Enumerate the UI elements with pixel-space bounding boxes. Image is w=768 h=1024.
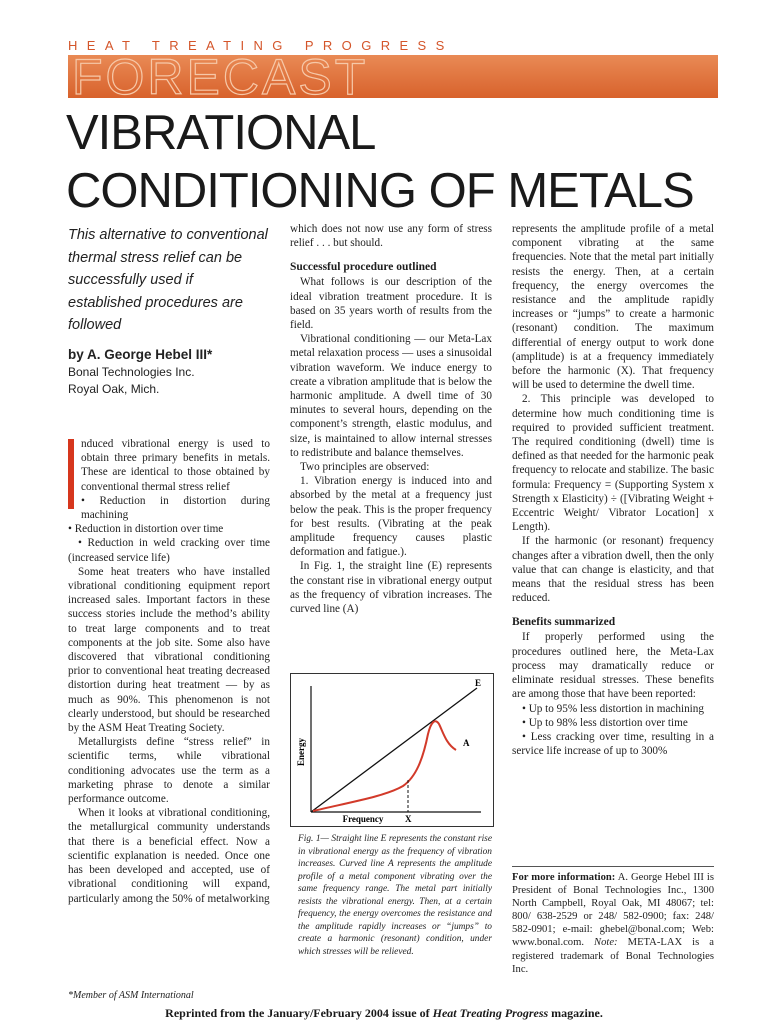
reprint-suffix: magazine.: [548, 1006, 603, 1020]
col1-paragraph-1: nduced vibrational energy is used to obtain three primary benefits in metals. These are identical to those obtained by conventional thermal stress relief: [81, 438, 270, 493]
col1-bullet-2: • Reduction in distortion over time: [68, 523, 224, 536]
location: Royal Oak, Mich.: [68, 382, 160, 396]
col1-bullet-3: • Reduction in weld cracking over time (increased service life): [68, 537, 270, 564]
col3-bullet-1: • Up to 95% less distortion in machining: [522, 702, 704, 715]
reprint-magazine: Heat Treating Progress: [432, 1006, 549, 1020]
col1-paragraph-4: When it looks at vibrational conditioning, the metallurgical community understands that there is a beneficial effect. Now a scientific explanation is needed. Once one has been developed and accepted, use of vibrational conditioning will expand, particularly among the 50% of metalworking: [68, 807, 270, 905]
col3-paragraph-4: If properly performed using the procedures outlined here, the Meta-Lax process may dramatically reduce or eliminate residual stresses. These benefits are among those that have been reported:: [512, 631, 714, 701]
label-e: E: [474, 678, 481, 688]
info-divider: [512, 866, 714, 867]
headline-line-1: VIBRATIONAL: [66, 106, 376, 160]
label-x: X: [405, 814, 412, 824]
headline: [66, 104, 694, 220]
column-1: [68, 437, 270, 906]
author: by A. George Hebel III*: [68, 347, 213, 362]
x-axis-label: Frequency: [342, 814, 384, 824]
label-a: A: [463, 738, 470, 748]
deck: This alternative to conventional thermal stress relief can be successfully used if established procedures are followed: [68, 227, 268, 333]
curve-a: [313, 721, 456, 811]
line-e: [311, 688, 477, 812]
column-3: [512, 222, 714, 758]
col1-paragraph-2: Some heat treaters who have installed vibrational conditioning equipment report increased sales. Important factors in these success stories include the method’s ability to treat large components and to treat components at the job site. Some also have discovered that vibrational conditioning prior to conventional heat treating decreased distortion during heat treatment — by as much as 90%. This phenomenon is not clearly understood, but should be researched by the ASM Heat Treating Society.: [68, 565, 270, 735]
figure-1-chart: [290, 673, 494, 827]
col2-paragraph-1: What follows is our description of the ideal vibration treatment procedure. It is based on 35 years worth of results from the field.: [290, 276, 492, 332]
col2-paragraph-0: which does not now use any form of stress relief . . . but should.: [290, 223, 492, 250]
col1-bullet-1: • Reduction in distortion during machining: [81, 494, 270, 522]
figure-1-svg: [291, 674, 493, 826]
col3-bullet-2: • Up to 98% less distortion over time: [522, 716, 688, 729]
col2-paragraph-5: In Fig. 1, the straight line (E) represents the constant rise in vibrational energy output as the frequency of vibration increases. The curved line (A): [290, 560, 492, 616]
drop-cap: [68, 439, 74, 509]
footnote: *Member of ASM International: [68, 990, 194, 1001]
note-label: Note:: [594, 937, 618, 949]
contact-info: [512, 871, 714, 976]
subhead-procedure: Successful procedure outlined: [290, 261, 437, 274]
column-2: [290, 222, 492, 616]
headline-line-2: CONDITIONING OF METALS: [66, 164, 694, 218]
section-banner: [68, 55, 718, 98]
company: Bonal Technologies Inc.: [68, 365, 195, 379]
col3-bullet-3: • Less cracking over time, resulting in a service life increase of up to 300%: [512, 730, 714, 758]
section-title: FORECAST: [72, 55, 369, 98]
reprint-line: [0, 1006, 768, 1021]
figure-caption: Fig. 1— Straight line E represents the constant rise in vibrational energy as the frequency of vibration increases. Curved line A represents the amplitude profile of a metal component vibrating over the same frequency range. The metal part initially resists the vibrational energy. Then, at a certain frequency, the energy overcomes the resistance and the amplitude rapidly increases or “jumps” to create a harmonic (resonant) condition, under which stresses will be relieved.: [298, 834, 492, 957]
info-text: A. George Hebel III is President of Bonal Technologies Inc., 1300 North Campbell, Royal Oak, MI 48067; tel: 800/ 638-2529 or 248/ 582-0900; fax: 248/ 582-0901; e-mail: ghebel@bonal.com; Web: www.bonal.com.: [512, 872, 714, 949]
info-label: For more information:: [512, 872, 616, 883]
reprint-prefix: Reprinted from the January/February 2004 issue of: [165, 1006, 433, 1020]
byline: [68, 346, 278, 398]
col1-paragraph-3: Metallurgists define “stress relief” in scientific terms, while vibrational conditioning advocates use the term as a marketing phrase to denote a similar performance outcome.: [68, 736, 270, 806]
subhead-benefits: Benefits summarized: [512, 616, 616, 629]
col2-paragraph-2: Vibrational conditioning — our Meta-Lax metal relaxation process — uses a sinusoidal vibration waveform. We induce energy to create a vibration amplitude that is below the harmonic amplitude. A dwell time of 30 minutes to several hours, depending on the component’s strength, elastic modulus, and size, is maintained to allow internal stresses to redistribute and balance themselves.: [290, 333, 492, 459]
col2-paragraph-3: Two principles are observed:: [300, 461, 430, 474]
note-text: META-LAX is a registered trademark of Bonal Technologies Inc.: [512, 937, 714, 975]
col3-paragraph-2: 2. This principle was developed to determine how much conditioning time is required to provided sufficient treatment. The required conditioning (dwell) time is defined as that needed for the harmonic peak frequency to relocate and stabilize. The basic formula: Frequency = (Supporting System x Strength x Elasticity) ÷ ([Vibrating Weight + Eccentric Weight/ Vibrator Location] x Length).: [512, 393, 715, 534]
masthead: HEAT TREATING PROGRESS: [68, 38, 454, 53]
col3-paragraph-1: represents the amplitude profile of a metal component vibrating at the same frequencies. Note that the metal part initially resists the energy. Then, at a certain frequency, the energy overcomes the resistance and the amplitude rapidly increases or “jumps” to create a harmonic (resonant) condition. The maximum differential of energy output to work done (amplitude) is at a frequency immediately before the harmonic (X). That frequency will be used to determine the dwell time.: [512, 223, 714, 392]
col3-paragraph-3: If the harmonic (or resonant) frequency changes after a vibration dwell, then the only value that can change is elasticity, and that means that the residual stress has been reduced.: [512, 535, 714, 605]
col2-paragraph-4: 1. Vibration energy is induced into and absorbed by the metal at a frequency just below the peak. This is the proper frequency for best results. (Vibrating at the peak amplitude frequency causes plastic deformation and fatigue.).: [290, 475, 492, 559]
y-axis-label: Energy: [296, 738, 306, 766]
